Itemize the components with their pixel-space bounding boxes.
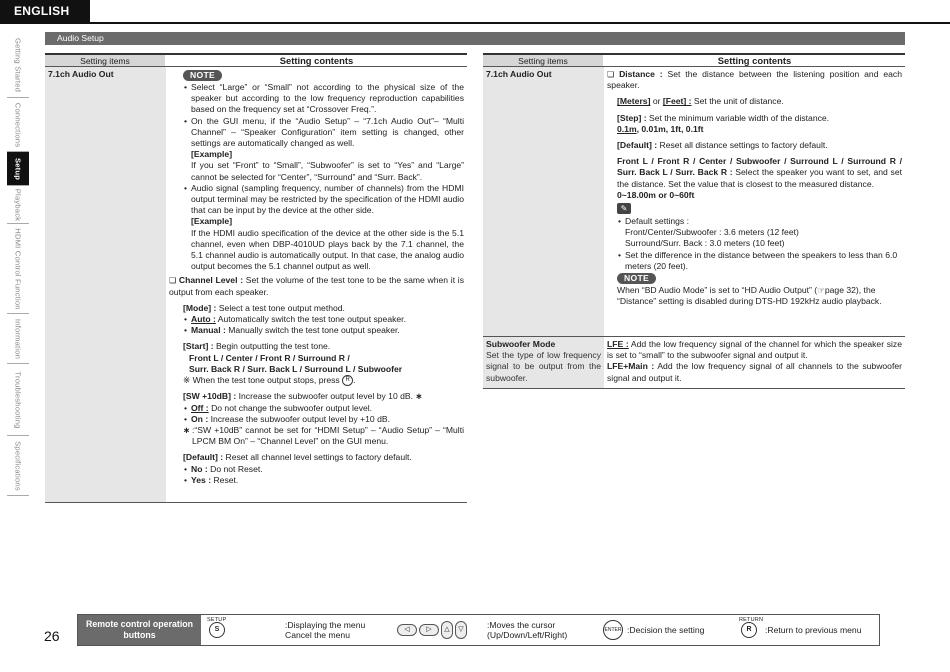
setup-button-icon — [207, 617, 227, 638]
mode-label: [Mode] : — [183, 302, 217, 313]
checkbox-icon: ❏ — [169, 276, 177, 286]
channel-level-desc: Set the volume of the test tone to be the same when it is output from each speaker. — [169, 275, 465, 297]
step-desc: Set the minimum variable width of the distance. — [649, 112, 830, 123]
channel-level-block — [169, 275, 464, 297]
step-default: 0.1m — [617, 123, 637, 134]
header-setting-contents: Setting contents — [279, 55, 354, 66]
enter-button-icon: ENTER — [603, 620, 623, 640]
feet-label: [Feet] : — [662, 96, 692, 107]
manual-desc: Manually switch the test tone output speaker. — [228, 325, 400, 336]
lfe-main-label: LFE+Main : — [607, 361, 655, 372]
return-button-icon — [739, 617, 764, 638]
start-note: ※ When the test tone output stops, press — [183, 375, 340, 386]
on-desc: Increase the subwoofer output level by +10 dB. — [210, 413, 390, 424]
note-bullet: • Select “Large” or “Small” not according to the physical size of the speaker but according to the low frequency reproduction capabilities based on the frequency set at “Crossover Freq.”. — [183, 82, 464, 116]
defaults-line: Front/Center/Subwoofer : 3.6 meters (12 feet) — [625, 227, 799, 238]
return-description: :Return to previous menu — [765, 624, 862, 635]
start-sequence: Surr. Back R / Surr. Back L / Surround L / Subwoofer — [189, 363, 403, 374]
lfe-label: LFE : — [607, 339, 629, 349]
side-nav-label: HDMI Control Function — [13, 227, 23, 310]
sw-desc: Increase the subwoofer output level by 10 dB. — [238, 391, 414, 402]
pencil-icon: ✎ — [617, 203, 631, 214]
side-nav-label: Information — [13, 318, 23, 359]
page-number: 26 — [44, 628, 60, 644]
speakers-label: Front L / Front R / Center / Subwoofer / Surround L / Surround R / Surr. Back L / Surr. Back R : — [617, 156, 902, 178]
section-title: Audio Setup — [45, 32, 905, 45]
move-text: :Moves the cursor — [487, 619, 556, 630]
no-desc: Do not Reset. — [210, 463, 263, 474]
asterisk-mark: ∗ — [415, 391, 423, 402]
checkbox-icon: ❏ — [607, 70, 615, 79]
setup-text: :Displaying the menu — [285, 619, 366, 630]
page-ref-icon: ☞ — [817, 285, 825, 296]
setup-text: Cancel the menu — [285, 630, 350, 640]
return-caption: RETURN — [739, 617, 764, 623]
arrow-left-icon: ◁ — [397, 624, 417, 636]
defaults-line: Surround/Surr. Back : 3.0 meters (10 feet) — [625, 238, 785, 249]
setting-item-title: 7.1ch Audio Out — [48, 69, 114, 79]
table-row — [483, 67, 905, 337]
left-settings-table — [45, 53, 467, 503]
move-description — [485, 620, 603, 641]
note-bullet: • Audio signal (sampling frequency, number of channels) from the HDMI output terminal may be restricted by the specification of the HDMI audio that can be input by the device at the other side. — [183, 183, 464, 217]
default-label: [Default] : — [617, 140, 658, 151]
distance-desc: Set the distance between the listening position and each speaker. — [607, 69, 903, 91]
remote-control-legend — [77, 614, 880, 646]
arrow-right-icon: ▷ — [419, 624, 439, 636]
yes-label: Yes : — [191, 474, 212, 485]
start-sequence: Front L / Center / Front R / Surround R / — [189, 352, 350, 363]
language-tab: ENGLISH — [0, 0, 90, 22]
header-rule — [0, 22, 950, 24]
note-text — [617, 285, 902, 307]
side-nav-label: Troubleshooting — [13, 370, 23, 429]
diff-note: • Set the difference in the distance between the speakers to less than 6.0 meters (20 feet). — [617, 250, 902, 272]
lfe-desc: Add the low frequency signal of the channel for which the speaker size is set to “small” to the subwoofer signal and output it. — [607, 339, 902, 361]
sw-label: [SW +10dB] : — [183, 391, 237, 402]
or-word: or — [652, 96, 661, 107]
lfe-main-desc: Add the low frequency signal of all channels to the subwoofer signal and output it. — [607, 361, 902, 383]
start-label: [Start] : — [183, 341, 214, 352]
side-nav-label: Playback — [13, 188, 23, 221]
side-nav-item[interactable] — [7, 186, 29, 224]
header-setting-contents: Setting contents — [717, 55, 792, 66]
default-label: [Default] : — [183, 452, 224, 463]
setting-contents-cell — [604, 67, 905, 336]
note-bullet: • On the GUI menu, if the “Audio Setup” – “7.1ch Audio Out”– “Multi Channel” – “Speaker Configuration” item setting is changed, other settings are automatically changed as well. — [183, 116, 464, 150]
note-text-part: When “BD Audio Mode” is set to “HD Audio Output” ( — [617, 285, 818, 296]
setting-item-title: Subwoofer Mode — [486, 339, 556, 349]
note-badge: NOTE — [183, 70, 222, 81]
note-text-part: page 32), the “Distance” setting is disabled during DTS-HD 192kHz audio playback. — [617, 285, 882, 307]
setting-item-cell — [483, 337, 604, 388]
side-nav-item[interactable] — [7, 224, 29, 314]
distance-title: Distance : — [619, 69, 663, 79]
setting-item-title: 7.1ch Audio Out — [486, 69, 552, 79]
default-desc: Reset all channel level settings to factory default. — [225, 452, 412, 463]
side-nav-label: Specifications — [13, 440, 23, 491]
table-header — [45, 53, 467, 67]
example-text: If the HDMI audio specification of the device at the other side is the 5.1 channel, even when DBP-4010UD plays back by the 7.1 channel, the 5.1 channel audio is automatically output. In that case, the analog audio output becomes the 5.1 channel output as well. — [191, 227, 464, 272]
side-nav-item[interactable] — [7, 436, 29, 496]
side-nav-label: Connections — [13, 102, 23, 147]
off-desc: Do not change the subwoofer output level. — [211, 402, 373, 413]
setting-contents-cell — [604, 337, 905, 388]
arrow-down-icon: ▽ — [455, 621, 467, 639]
auto-desc: Automatically switch the test tone output speaker. — [217, 314, 406, 325]
sw-note: ∗ :“SW +10dB” cannot be set for “HDMI Setup” – “Audio Setup” – “Multi LPCM BM On” – “Channel Level” on the GUI menu. — [183, 425, 464, 447]
manual-label: Manual : — [191, 325, 226, 336]
distance-range: 0~18.00m or 0~60ft — [617, 189, 695, 200]
side-nav-label: Setup — [13, 157, 23, 180]
example-text: If you set “Front” to “Small”, “Subwoofer” is set to “Yes” and “Large” cannot be selected for “Center”, “Surround” and “Surr. Back”. — [191, 160, 464, 182]
legend-label: Remote control operation buttons — [78, 615, 201, 645]
mode-desc: Select a test tone output method. — [218, 302, 345, 313]
table-row — [45, 67, 467, 503]
side-nav-item[interactable] — [7, 152, 29, 186]
header-setting-items: Setting items — [483, 55, 604, 66]
table-row — [483, 337, 905, 389]
move-text: (Up/Down/Left/Right) — [487, 630, 568, 640]
side-nav-item[interactable] — [7, 314, 29, 364]
side-nav-item[interactable] — [7, 32, 29, 98]
arrow-up-icon: △ — [441, 621, 453, 639]
speakers-desc: Select the speaker you want to set, and set the distance. Set the value that is closest to the measured distance. — [617, 167, 902, 189]
default-desc: Reset all distance settings to factory default. — [659, 140, 828, 151]
side-nav-item[interactable] — [7, 364, 29, 436]
example-label: [Example] — [191, 149, 233, 160]
side-nav-item[interactable] — [7, 98, 29, 152]
step-label: [Step] : — [617, 112, 647, 123]
side-nav — [7, 32, 29, 496]
example-label: [Example] — [191, 216, 233, 227]
auto-label: Auto : — [191, 314, 216, 325]
setup-description — [285, 620, 397, 641]
yes-desc: Reset. — [213, 474, 239, 485]
step-options: , 0.01m, 1ft, 0.1ft — [636, 123, 704, 134]
defaults-label: • Default settings : — [617, 216, 902, 227]
units-desc: Set the unit of distance. — [693, 96, 784, 107]
no-label: No : — [191, 463, 208, 474]
side-nav-label: Getting Started — [13, 37, 23, 92]
arrow-buttons — [397, 621, 485, 639]
return-button-icon: R — [342, 375, 353, 386]
setup-caption: SETUP — [207, 617, 227, 623]
setup-glyph: S — [214, 626, 220, 633]
header-setting-items: Setting items — [45, 55, 166, 66]
channel-level-title: Channel Level : — [178, 275, 244, 286]
setting-item-cell — [45, 67, 166, 502]
return-glyph: R — [746, 626, 752, 633]
on-label: On : — [191, 413, 209, 424]
setting-item-desc: Set the type of low frequency signal to be output from the subwoofer. — [486, 350, 601, 383]
table-header — [483, 53, 905, 67]
start-desc: Begin outputting the test tone. — [215, 341, 331, 352]
setting-item-cell — [483, 67, 604, 336]
meters-label: [Meters] — [617, 96, 651, 107]
setting-contents-cell: NOTE • Select “Large” or “Small” not according to the physical size of the speaker but according to the low frequency reproduction capabilities based on the frequency set at “Crossover Freq.”. • On the GUI menu, if the “Audio Setup” – “7.1ch Audio Out”– “Multi Channel” – “Speaker Configuration” item setting is changed, other settings are automatically changed as well. [Example] If you set “Front” to “Small”, “Subwoofer” is set to “Yes” and “Large” cannot be selected for “Center”, “Surround” and “Surr. Back”. • Audio signal (sampling frequency, number of channels) from the HDMI output terminal may be restricted by the specification of the HDMI audio that can be input by the device at the other side. [Example] If the HDMI audio specification of the device at the other side is the 5.1 channel, even when DBP-4010UD plays back by the 7.1 channel, the 5.1 channel audio is automatically output. In that case, the analog audio output becomes the 5.1 channel output as well. ❏ Channel Level : Set the volume of the test tone to be the same when it is output from each speaker. [Mode] : Select a test tone output method. • Auto : Automatically switch the test tone output speaker. • Manual : Manually switch the test tone output speaker. [Start] : Begin outputting the test tone. Front L / Center / Front R / Surround R / Surr. Back R / Surr. Back L / Surround L / Subwoofer ※ When the test tone output stops, press R . [SW +10dB] : Increase the subwoofer output level by 10 dB. ∗ • Off : Do not change the subwoofer output level. • On : Increase the subwoofer output level by +10 dB. ∗ :“SW +10dB” cannot be set for “HDMI Setup” – “Audio Setup” – “Multi LPCM BM On” – “Channel Level” on the GUI menu. [Default] : Reset all channel level settings to factory default. • No : Do not Reset. • Yes : Reset. — [166, 67, 467, 502]
enter-description: :Decision the setting — [627, 624, 705, 635]
off-label: Off : — [191, 402, 209, 413]
right-settings-table — [483, 53, 905, 389]
note-badge: NOTE — [617, 273, 656, 284]
